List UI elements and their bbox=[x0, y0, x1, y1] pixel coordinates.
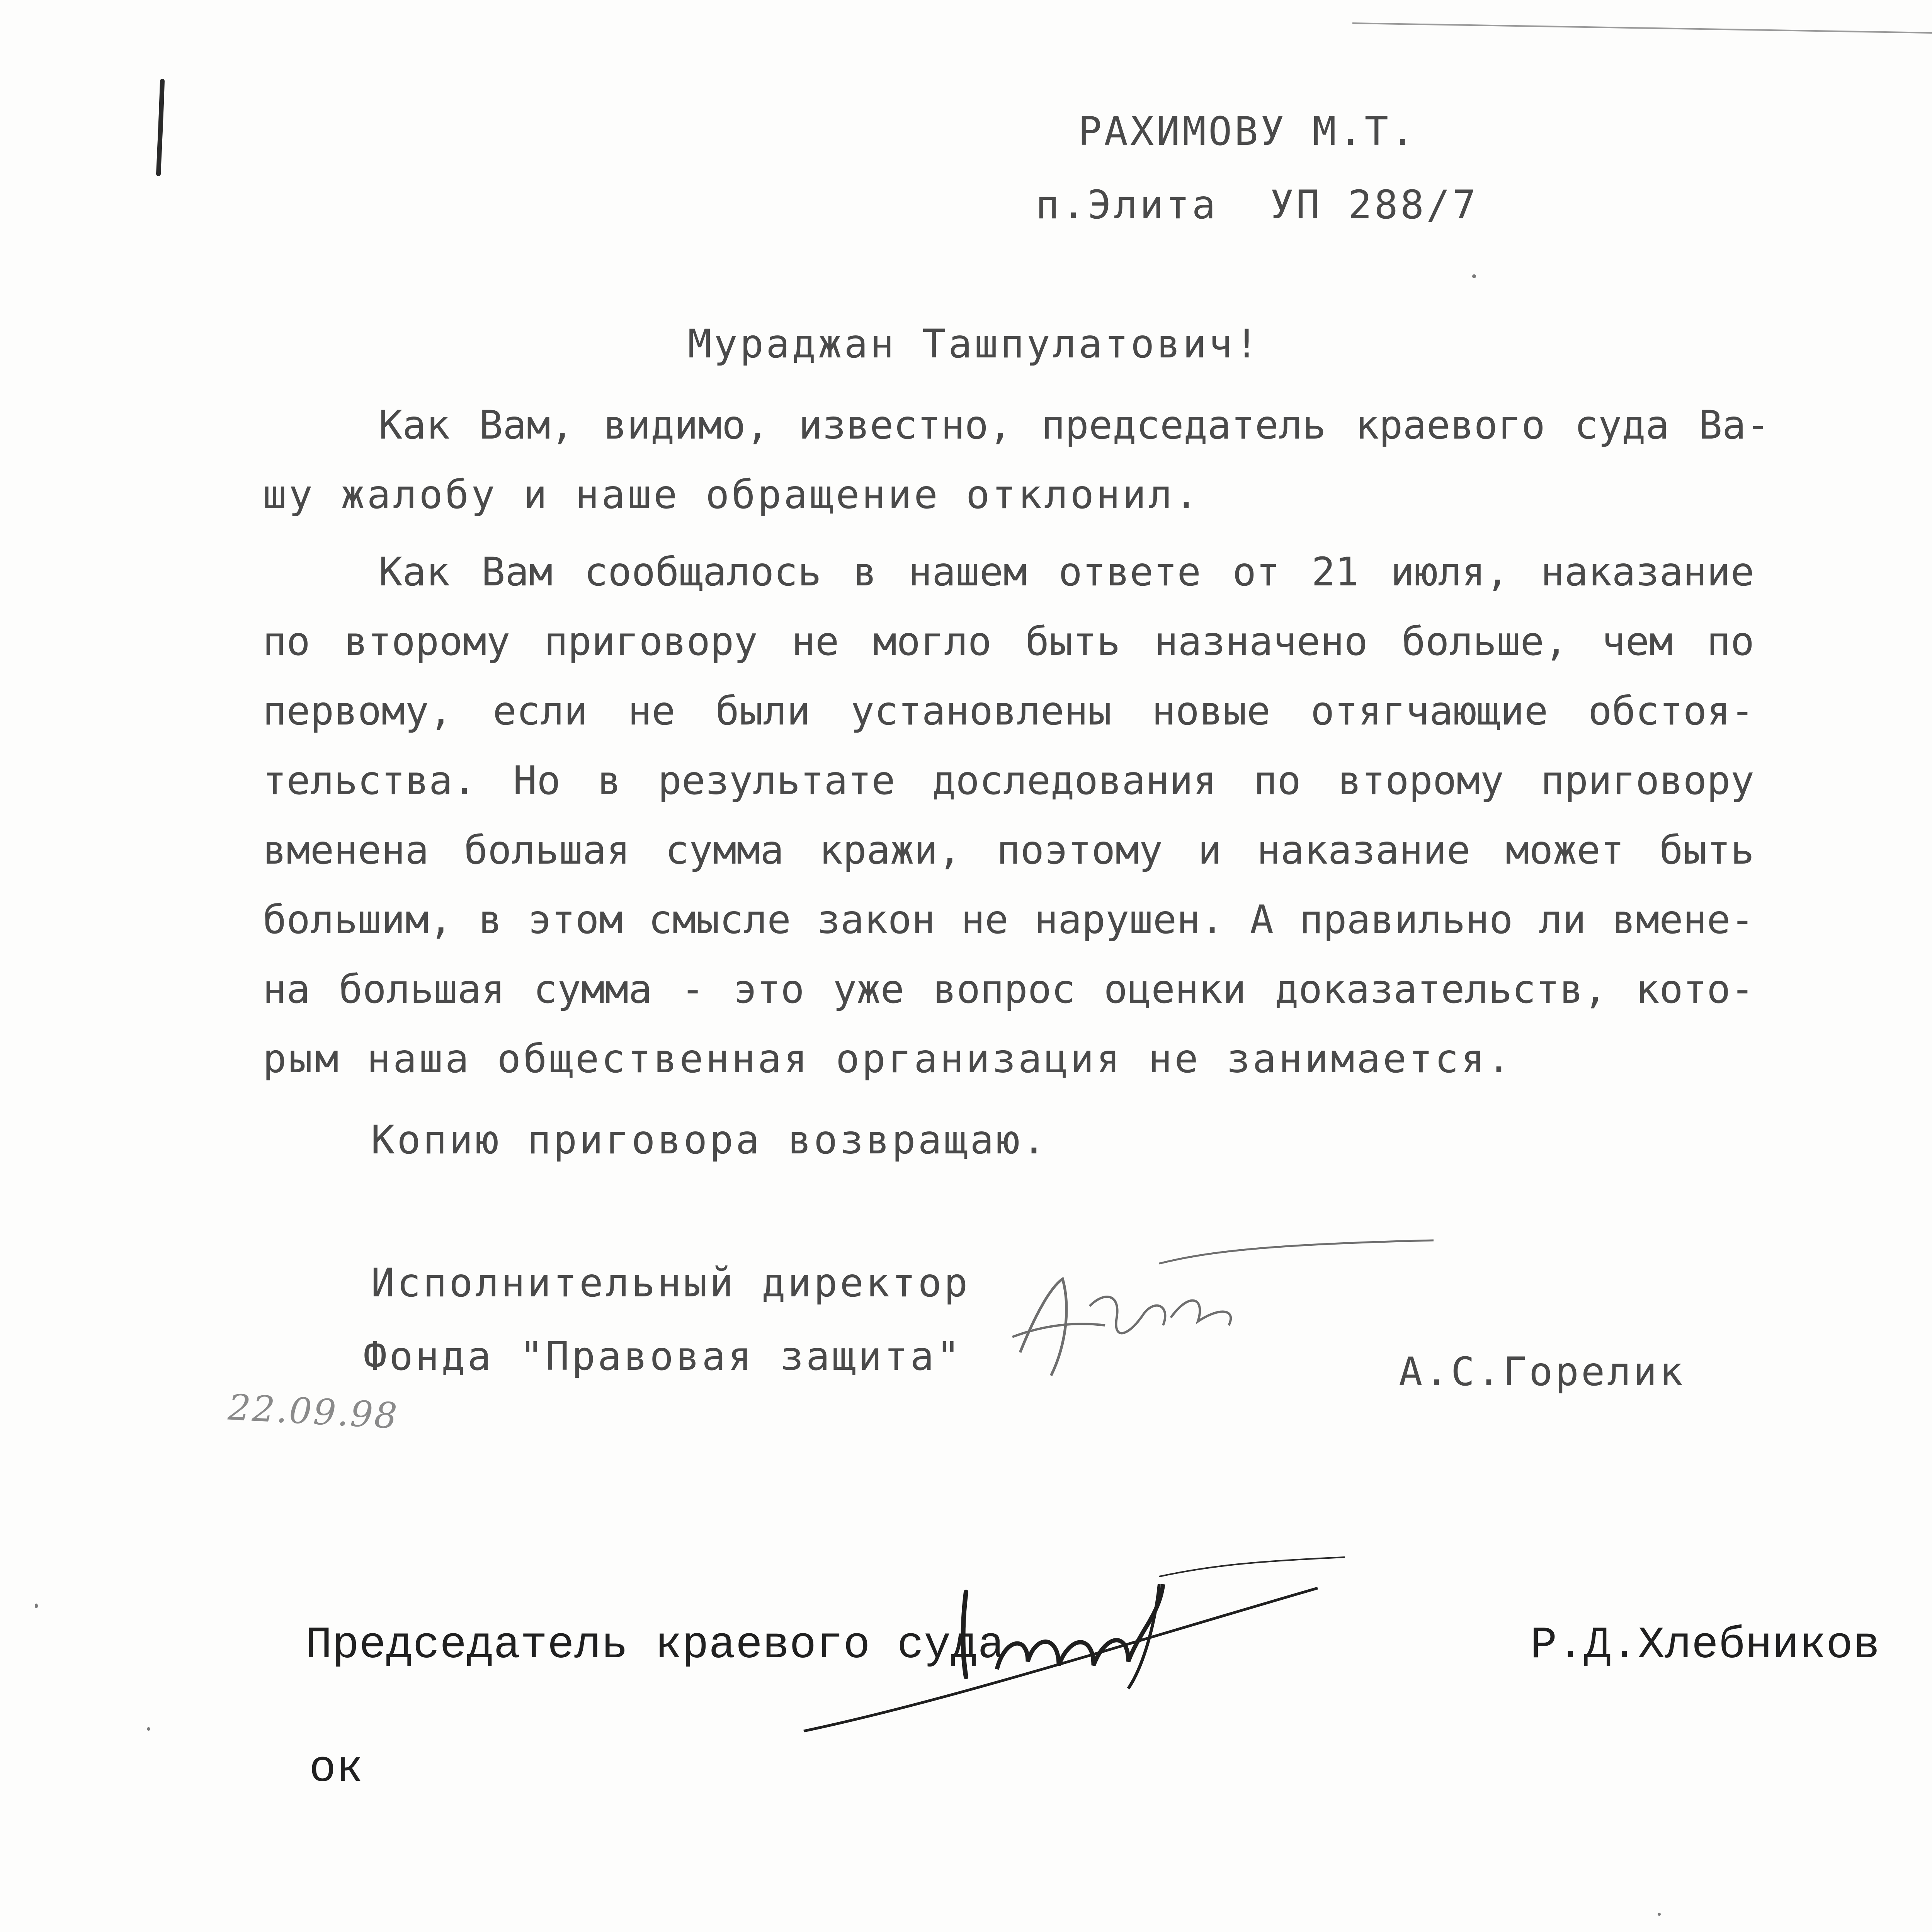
addressee-name: РАХИМОВУ М.Т. bbox=[1078, 109, 1417, 155]
court-chairman-name: Р.Д.Хлебников bbox=[1530, 1620, 1880, 1671]
speck bbox=[1658, 1913, 1661, 1916]
paragraph-2-line-1: Как Вам сообщалось в нашем ответе от 21 июля, наказание bbox=[379, 549, 1754, 595]
paragraph-1-line-1: Как Вам, видимо, известно, председатель краевого суда Ва- bbox=[379, 402, 1770, 448]
paragraph-2-line-5: вменена большая сумма кражи, поэтому и наказание может быть bbox=[263, 827, 1754, 873]
salutation: Мураджан Ташпулатович! bbox=[688, 321, 1261, 367]
signature-khlebnikov bbox=[796, 1538, 1376, 1739]
typist-initials: ок bbox=[309, 1743, 363, 1794]
paragraph-2-line-3: первому, если не были установлены новые отягчающие обстоя- bbox=[263, 688, 1754, 734]
signature-title-line-2: Фонда "Правовая защита" bbox=[363, 1333, 963, 1379]
paragraph-2-line-4: тельства. Но в результате доследования по второму приговору bbox=[263, 758, 1754, 804]
speck bbox=[1472, 274, 1476, 278]
speck bbox=[35, 1604, 38, 1608]
paragraph-2-line-6: большим, в этом смысле закон не нарушен. А правильно ли вмене- bbox=[263, 897, 1754, 943]
paragraph-3: Копию приговора возвращаю. bbox=[371, 1117, 1048, 1163]
signer-name: А.С.Горелик bbox=[1399, 1349, 1685, 1395]
paragraph-2-line-7: на большая сумма - это уже вопрос оценки доказательств, кото- bbox=[263, 966, 1754, 1012]
paragraph-2-line-2: по второму приговору не могло быть назначено больше, чем по bbox=[263, 619, 1754, 665]
scan-edge bbox=[1352, 15, 1932, 39]
addressee-address: п.Элита УП 288/7 bbox=[1036, 182, 1478, 228]
signature-gorelik bbox=[989, 1229, 1453, 1391]
court-chairman-title: Председатель краевого суда bbox=[305, 1620, 1005, 1671]
handwritten-date: 22.09.98 bbox=[227, 1386, 400, 1437]
paragraph-1-line-2: шу жалобу и наше обращение отклонил. bbox=[263, 472, 1201, 518]
speck bbox=[147, 1727, 150, 1731]
signature-title-line-1: Исполнительный директор bbox=[371, 1260, 970, 1306]
paragraph-2-line-8: рым наша общественная организация не занимается. bbox=[263, 1036, 1513, 1082]
page-number-mark bbox=[147, 77, 178, 178]
